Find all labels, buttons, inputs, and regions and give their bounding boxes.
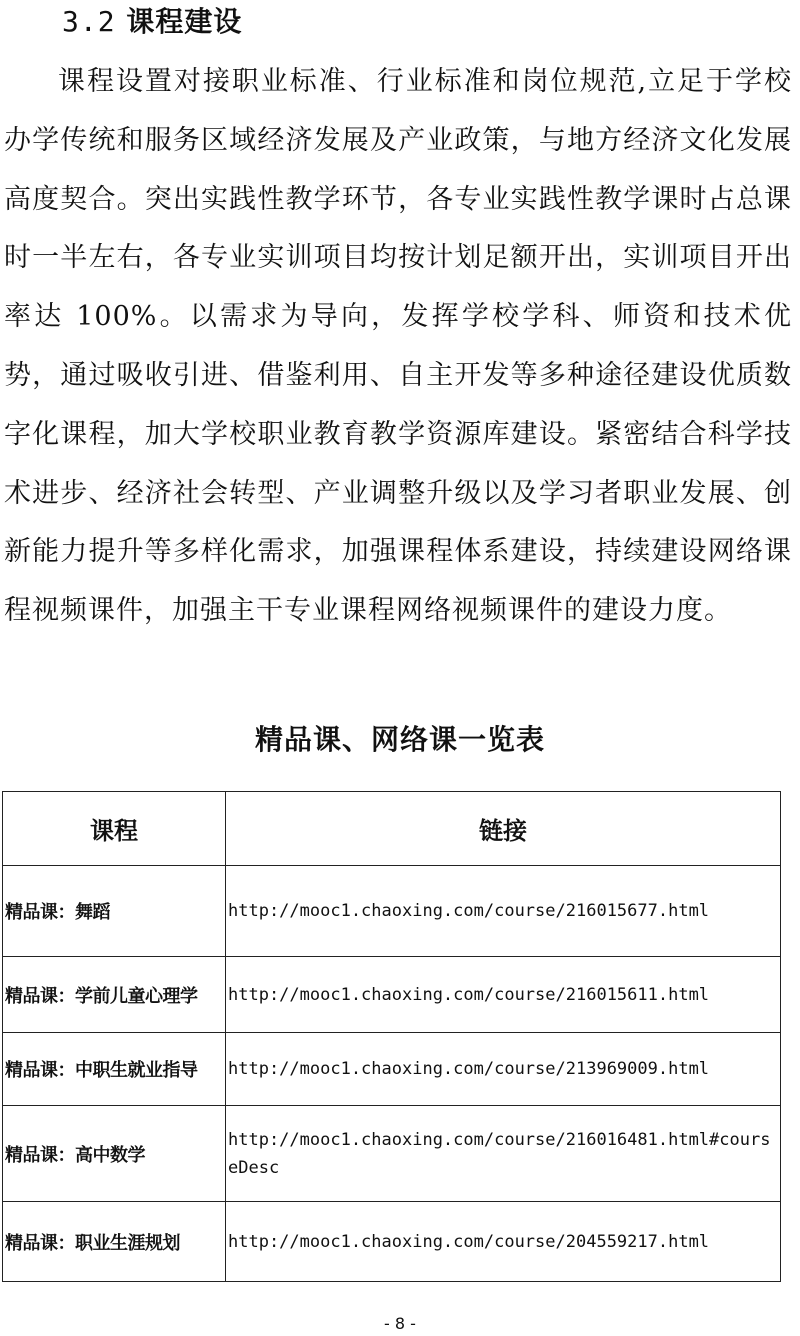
header-course: 课程 (3, 792, 226, 866)
course-name: 精品课：中职生就业指导 (3, 1033, 226, 1106)
course-link[interactable]: http://mooc1.chaoxing.com/course/216016481.html#courseDesc (226, 1106, 781, 1202)
course-link[interactable]: http://mooc1.chaoxing.com/course/213969009.html (226, 1033, 781, 1106)
course-link[interactable]: http://mooc1.chaoxing.com/course/216015611.html (226, 957, 781, 1033)
table-row (3, 866, 781, 957)
course-name: 精品课：学前儿童心理学 (3, 957, 226, 1033)
table-row (3, 957, 781, 1033)
header-link: 链接 (226, 792, 781, 866)
page-number: - 8 - (384, 1314, 416, 1333)
body-paragraph: 课程设置对接职业标准、行业标准和岗位规范,立足于学校办学传统和服务区域经济发展及产业政策，与地方经济文化发展高度契合。突出实践性教学环节，各专业实践性教学课时占总课时一半左右，各专业实训项目均按计划足额开出，实训项目开出率达 100%。以需求为导向，发挥学校学科、师资和技术优势，通过吸收引进、借鉴利用、自主开发等多种途径建设优质数字化课程，加大学校职业教育教学资源库建设。紧密结合科学技术进步、经济社会转型、产业调整升级以及学习者职业发展、创新能力提升等多样化需求，加强课程体系建设，持续建设网络课程视频课件，加强主干专业课程网络视频课件的建设力度。 (4, 66, 792, 627)
table-title: 精品课、网络课一览表 (254, 723, 545, 756)
table-header-row (3, 792, 781, 866)
table-row (3, 1202, 781, 1282)
course-table (2, 791, 781, 1282)
course-name: 精品课：舞蹈 (3, 866, 226, 957)
course-name: 精品课：职业生涯规划 (3, 1202, 226, 1282)
course-link[interactable]: http://mooc1.chaoxing.com/course/204559217.html (226, 1202, 781, 1282)
course-name: 精品课：高中数学 (3, 1106, 226, 1202)
table-row (3, 1033, 781, 1106)
course-link[interactable]: http://mooc1.chaoxing.com/course/216015677.html (226, 866, 781, 957)
section-heading (62, 2, 242, 42)
section-title: 课程建设 (126, 5, 243, 38)
table-row (3, 1106, 781, 1202)
section-number: 3.2 (62, 5, 116, 38)
